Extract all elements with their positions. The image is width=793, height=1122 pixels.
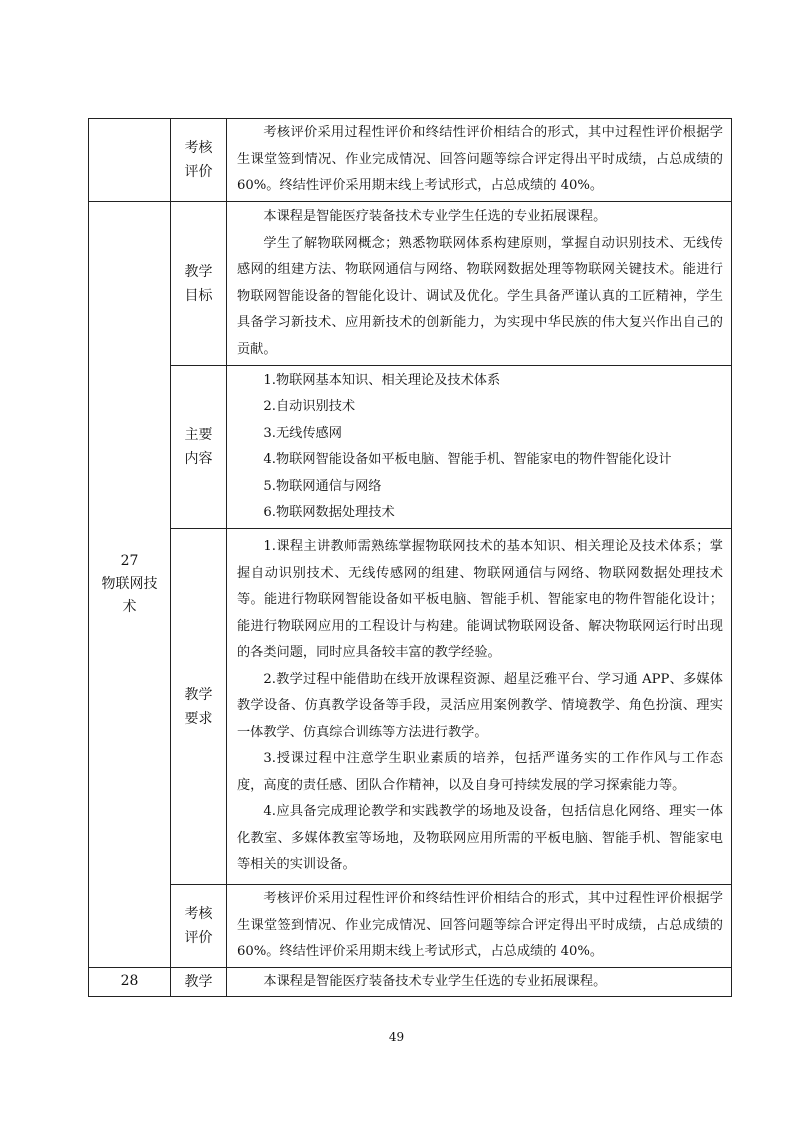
course-table [88,118,732,997]
paragraph: 3.授课过程中注意学生职业素质的培养，包括严谨务实的工作作风与工作态度，高度的责任感、团队合作精神，以及自身可持续发展的学习探索能力等。 [237,751,723,793]
table-row [89,529,732,885]
assessment-text: 考核评价采用过程性评价和终结性评价相结合的形式，其中过程性评价根据学生课堂签到情况、作业完成情况、回答问题等综合评定得出平时成绩，占总成绩的60%。终结性评价采用期末线上考试形式，占总成绩的 40%。 [237,891,723,959]
table-row [89,885,732,968]
assessment-text-cell [227,119,732,202]
paragraph: 本课程是智能医疗装备技术专业学生任选的专业拓展课程。 [263,209,607,224]
list-item: 4.物联网智能设备如平板电脑、智能手机、智能家电的物件智能化设计 [263,452,672,467]
goals-text-cell [227,202,732,366]
paragraph: 学生了解物联网概念；熟悉物联网体系构建原则，掌握自动识别技术、无线传感网的组建方法、物联网通信与网络、物联网数据处理等物联网关键技术。能进行物联网智能设备的智能化设计、调试及优化。学生具备严谨认真的工匠精神，学生具备学习新技术、应用新技术的创新能力，为实现中华民族的伟大复兴作出自己的贡献。 [237,235,723,357]
requirements-text-cell [227,529,732,885]
course-27-cell [89,202,171,968]
table-row [89,366,732,529]
course-number: 28 [89,967,171,997]
course-name-line: 术 [122,598,137,615]
table-row [89,967,732,997]
table-row [89,202,732,366]
row-label-goals: 教学 目标 [171,202,227,366]
paragraph: 本课程是智能医疗装备技术专业学生任选的专业拓展课程。 [263,973,607,989]
assessment-text: 考核评价采用过程性评价和终结性评价相结合的形式，其中过程性评价根据学生课堂签到情况、作业完成情况、回答问题等综合评定得出平时成绩，占总成绩的60%。终结性评价采用期末线上考试形式，占总成绩的 40%。 [237,125,723,194]
paragraph: 1.课程主讲教师需熟练掌握物联网技术的基本知识、相关理论及技术体系；掌握自动识别技术、无线传感网的组建、物联网通信与网络、物联网数据处理技术等。能进行物联网智能设备如平板电脑、智能手机、智能家电的物件智能化设计；能进行物联网应用的工程设计与构建。能调试物联网设备、解决物联网运行时出现的各类问题，同时应具备较丰富的教学经验。 [237,539,723,661]
row-label-requirements: 教学 要求 [171,529,227,885]
list-item: 6.物联网数据处理技术 [263,505,395,520]
course-28-text-cell [227,967,732,997]
content-list-cell [227,366,732,529]
course-number: 27 [120,552,139,569]
course-number-cell-empty [89,119,171,202]
row-label-assessment: 考核 评价 [171,885,227,968]
paragraph: 2.教学过程中能借助在线开放课程资源、超星泛雅平台、学习通 APP、多媒体教学设备、仿真教学设备等手段，灵活应用案例教学、情境教学、角色扮演、理实一体教学、仿真综合训练等方法进行教学。 [237,671,723,740]
table-row [89,119,732,202]
page-number: 49 [388,1030,405,1044]
list-item: 1.物联网基本知识、相关理论及技术体系 [263,372,501,388]
list-item: 5.物联网通信与网络 [263,478,382,494]
paragraph: 4.应具备完成理论教学和实践教学的场地及设备，包括信息化网络、理实一体化教室、多媒体教室等场地，及物联网应用所需的平板电脑、智能手机、智能家电等相关的实训设备。 [237,804,723,873]
row-label-content: 主要 内容 [171,366,227,529]
list-item: 2.自动识别技术 [263,399,356,414]
row-label-teaching: 教学 [171,967,227,997]
assessment-text-cell [227,885,732,968]
list-item: 3.无线传感网 [263,425,342,441]
row-label-assessment: 考核 评价 [171,119,227,202]
course-name-line: 物联网技 [101,575,158,592]
